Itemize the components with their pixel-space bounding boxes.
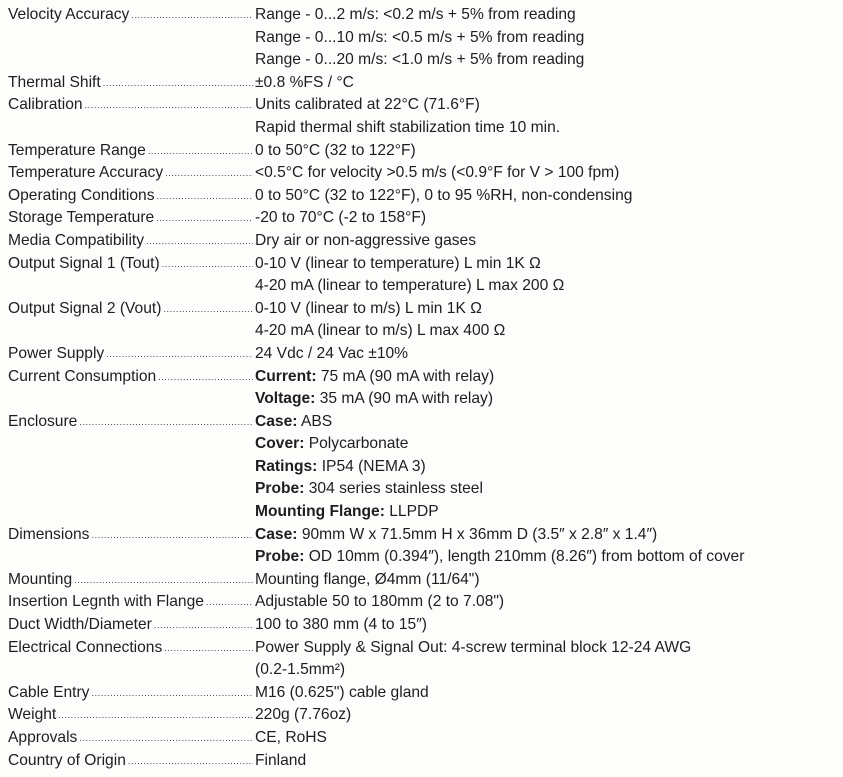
spec-value bbox=[253, 704, 351, 727]
spec-label bbox=[0, 569, 253, 592]
spec-value-text: Mounting flange, Ø4mm (11/64") bbox=[255, 570, 480, 588]
spec-value-key: Ratings: bbox=[255, 457, 318, 475]
spec-row bbox=[0, 94, 843, 117]
spec-row bbox=[0, 569, 843, 592]
spec-value-key: Cover: bbox=[255, 435, 305, 453]
spec-row-continuation bbox=[0, 27, 843, 50]
spec-label-text: Enclosure bbox=[8, 412, 78, 430]
spec-row bbox=[0, 750, 843, 773]
spec-value-key: Current: bbox=[255, 367, 317, 385]
spec-label bbox=[0, 185, 253, 208]
spec-value-text: 0 to 50°C (32 to 122°F), 0 to 95 %RH, non-condensing bbox=[255, 186, 633, 204]
dot-leader bbox=[148, 140, 253, 163]
spec-value-key: Mounting Flange: bbox=[255, 503, 385, 521]
spec-value bbox=[253, 659, 345, 682]
spec-value-text: 90mm W x 71.5mm H x 36mm D (3.5″ x 2.8″ x 1.4″) bbox=[297, 525, 658, 543]
spec-row bbox=[0, 140, 843, 163]
spec-value bbox=[253, 4, 576, 27]
spec-row bbox=[0, 230, 843, 253]
spec-row bbox=[0, 343, 843, 366]
spec-row bbox=[0, 207, 843, 230]
spec-value-text: Range - 0...10 m/s: <0.5 m/s + 5% from reading bbox=[255, 28, 585, 46]
spec-row bbox=[0, 524, 843, 547]
spec-value bbox=[253, 49, 584, 72]
spec-value bbox=[253, 298, 482, 321]
spec-value bbox=[253, 637, 691, 660]
spec-label-text: Current Consumption bbox=[8, 367, 157, 385]
spec-label bbox=[0, 727, 253, 750]
spec-label bbox=[0, 366, 253, 389]
spec-label-text: Temperature Range bbox=[8, 141, 146, 159]
spec-value-text: 0 to 50°C (32 to 122°F) bbox=[255, 141, 416, 159]
spec-label-text: Approvals bbox=[8, 729, 78, 746]
dot-leader bbox=[79, 727, 253, 750]
dot-leader bbox=[162, 253, 253, 276]
spec-value bbox=[253, 185, 632, 208]
dot-leader bbox=[91, 524, 253, 547]
spec-row-continuation bbox=[0, 117, 843, 140]
spec-label bbox=[0, 750, 253, 773]
spec-value bbox=[253, 343, 408, 366]
spec-value-key: Probe: bbox=[255, 548, 305, 566]
spec-value-text: Polycarbonate bbox=[304, 435, 409, 453]
spec-row bbox=[0, 411, 843, 434]
dot-leader bbox=[146, 230, 253, 253]
spec-value bbox=[253, 207, 426, 230]
spec-label-text: Calibration bbox=[8, 96, 83, 114]
spec-label bbox=[0, 207, 253, 230]
spec-label-text: Mounting bbox=[8, 570, 73, 588]
spec-label bbox=[0, 162, 253, 185]
spec-label-text: Country of Origin bbox=[8, 751, 126, 769]
dot-leader bbox=[206, 591, 253, 614]
spec-value bbox=[253, 546, 744, 569]
spec-value bbox=[253, 162, 619, 185]
spec-label bbox=[0, 704, 253, 727]
spec-label-text: Duct Width/Diameter bbox=[8, 616, 152, 634]
spec-label-text: Temperature Accuracy bbox=[8, 164, 164, 182]
spec-value-text: <0.5°C for velocity >0.5 m/s (<0.9°F for V > 100 fpm) bbox=[255, 164, 620, 182]
dot-leader bbox=[79, 411, 253, 434]
dot-leader bbox=[74, 569, 253, 592]
spec-value-text: IP54 (NEMA 3) bbox=[317, 457, 426, 475]
spec-label bbox=[0, 72, 253, 95]
spec-row bbox=[0, 366, 843, 389]
spec-row-continuation bbox=[0, 659, 843, 682]
dot-leader bbox=[128, 750, 253, 773]
spec-label bbox=[0, 4, 253, 27]
spec-label bbox=[0, 524, 253, 547]
spec-label-text: Power Supply bbox=[8, 344, 105, 362]
spec-row-continuation bbox=[0, 433, 843, 456]
spec-row bbox=[0, 162, 843, 185]
spec-label-text: Insertion Legnth with Flange bbox=[8, 593, 204, 611]
spec-value-text: Power Supply & Signal Out: 4-screw terminal block 12-24 AWG bbox=[255, 638, 692, 656]
spec-label bbox=[0, 253, 253, 276]
spec-value-text: CE, RoHS bbox=[255, 729, 327, 746]
spec-label-text: Cable Entry bbox=[8, 683, 90, 701]
spec-value bbox=[253, 682, 429, 705]
spec-row bbox=[0, 185, 843, 208]
spec-value-text: OD 10mm (0.394″), length 210mm (8.26″) from bottom of cover bbox=[304, 548, 745, 566]
spec-value bbox=[253, 478, 483, 501]
dot-leader bbox=[58, 704, 253, 727]
spec-value bbox=[253, 727, 327, 750]
spec-value-text: Rapid thermal shift stabilization time 10 min. bbox=[255, 118, 561, 136]
spec-label bbox=[0, 298, 253, 321]
spec-value bbox=[253, 411, 332, 434]
spec-row bbox=[0, 591, 843, 614]
spec-value bbox=[253, 117, 560, 140]
spec-value bbox=[253, 750, 306, 773]
spec-value-text: ABS bbox=[297, 412, 333, 430]
dot-leader bbox=[156, 207, 253, 230]
spec-value-text: 35 mA (90 mA with relay) bbox=[315, 390, 494, 408]
spec-value bbox=[253, 614, 427, 637]
spec-label-text: Output Signal 1 (Tout) bbox=[8, 254, 160, 272]
spec-value-text: Range - 0...20 m/s: <1.0 m/s + 5% from reading bbox=[255, 51, 585, 69]
spec-value bbox=[253, 72, 354, 95]
spec-value-text: ±0.8 %FS / °C bbox=[255, 73, 354, 91]
spec-value-text: 4-20 mA (linear to m/s) L max 400 Ω bbox=[255, 322, 506, 340]
spec-row bbox=[0, 727, 843, 750]
dot-leader bbox=[163, 298, 253, 321]
spec-label bbox=[0, 614, 253, 637]
spec-value-text: LLPDP bbox=[384, 503, 439, 521]
spec-value bbox=[253, 94, 480, 117]
dot-leader bbox=[165, 162, 253, 185]
spec-value bbox=[253, 456, 426, 479]
spec-row bbox=[0, 4, 843, 27]
spec-value-key: Voltage: bbox=[255, 390, 316, 408]
spec-value bbox=[253, 230, 476, 253]
spec-value-key: Probe: bbox=[255, 480, 305, 498]
spec-label-text: Weight bbox=[8, 706, 57, 724]
dot-leader bbox=[158, 366, 253, 389]
spec-value bbox=[253, 433, 408, 456]
spec-label bbox=[0, 140, 253, 163]
spec-row-continuation bbox=[0, 275, 843, 298]
spec-value-key: Case: bbox=[255, 525, 298, 543]
spec-value bbox=[253, 253, 541, 276]
spec-value-text: Range - 0...2 m/s: <0.2 m/s + 5% from reading bbox=[255, 6, 576, 23]
spec-value-text: (0.2-1.5mm²) bbox=[255, 661, 346, 679]
dot-leader bbox=[154, 614, 253, 637]
spec-value bbox=[253, 140, 416, 163]
dot-leader bbox=[164, 637, 253, 660]
dot-leader bbox=[91, 682, 253, 705]
spec-value bbox=[253, 524, 657, 547]
spec-value-key: Case: bbox=[255, 412, 298, 430]
spec-row bbox=[0, 637, 843, 660]
spec-row-continuation bbox=[0, 388, 843, 411]
spec-value bbox=[253, 501, 439, 524]
spec-row bbox=[0, 298, 843, 321]
spec-value-text: Adjustable 50 to 180mm (2 to 7.08") bbox=[255, 593, 505, 611]
spec-value bbox=[253, 388, 493, 411]
spec-row-continuation bbox=[0, 478, 843, 501]
spec-row bbox=[0, 72, 843, 95]
spec-value-text: 100 to 380 mm (4 to 15″) bbox=[255, 616, 427, 634]
spec-label bbox=[0, 230, 253, 253]
spec-value bbox=[253, 591, 504, 614]
spec-value-text: 220g (7.76oz) bbox=[255, 706, 352, 724]
spec-label bbox=[0, 94, 253, 117]
spec-row bbox=[0, 253, 843, 276]
spec-value-text: Units calibrated at 22°C (71.6°F) bbox=[255, 96, 480, 114]
spec-label-text: Electrical Connections bbox=[8, 638, 163, 656]
spec-label bbox=[0, 682, 253, 705]
spec-row-continuation bbox=[0, 49, 843, 72]
spec-value-text: Dry air or non-aggressive gases bbox=[255, 231, 477, 249]
dot-leader bbox=[85, 94, 253, 117]
spec-value bbox=[253, 275, 564, 298]
spec-label-text: Media Compatibility bbox=[8, 231, 145, 249]
spec-value bbox=[253, 366, 494, 389]
dot-leader bbox=[157, 185, 254, 208]
spec-value-text: M16 (0.625") cable gland bbox=[255, 683, 429, 701]
spec-row bbox=[0, 704, 843, 727]
spec-label-text: Operating Conditions bbox=[8, 186, 155, 204]
spec-row-continuation bbox=[0, 320, 843, 343]
spec-value-text: 4-20 mA (linear to temperature) L max 200 Ω bbox=[255, 277, 565, 295]
spec-value-text: 0-10 V (linear to m/s) L min 1K Ω bbox=[255, 299, 482, 317]
spec-label-text: Dimensions bbox=[8, 525, 90, 543]
dot-leader bbox=[131, 4, 253, 27]
spec-row bbox=[0, 682, 843, 705]
spec-label-text: Thermal Shift bbox=[8, 73, 101, 91]
spec-row bbox=[0, 614, 843, 637]
spec-value-text: Finland bbox=[255, 751, 307, 769]
spec-value bbox=[253, 569, 480, 592]
spec-value bbox=[253, 320, 505, 343]
spec-row-continuation bbox=[0, 501, 843, 524]
spec-label bbox=[0, 411, 253, 434]
spec-label-text: Storage Temperature bbox=[8, 209, 155, 227]
spec-label-text: Velocity Accuracy bbox=[8, 6, 130, 23]
spec-value bbox=[253, 27, 584, 50]
spec-label bbox=[0, 591, 253, 614]
spec-label bbox=[0, 343, 253, 366]
spec-row-continuation bbox=[0, 546, 843, 569]
spec-value-text: -20 to 70°C (-2 to 158°F) bbox=[255, 209, 427, 227]
spec-row-continuation bbox=[0, 456, 843, 479]
spec-value-text: 24 Vdc / 24 Vac ±10% bbox=[255, 344, 409, 362]
spec-value-text: 75 mA (90 mA with relay) bbox=[316, 367, 495, 385]
dot-leader bbox=[106, 343, 253, 366]
spec-value-text: 304 series stainless steel bbox=[304, 480, 483, 498]
spec-label bbox=[0, 637, 253, 660]
spec-value-text: 0-10 V (linear to temperature) L min 1K Ω bbox=[255, 254, 541, 272]
dot-leader bbox=[103, 72, 253, 95]
spec-label-text: Output Signal 2 (Vout) bbox=[8, 299, 162, 317]
